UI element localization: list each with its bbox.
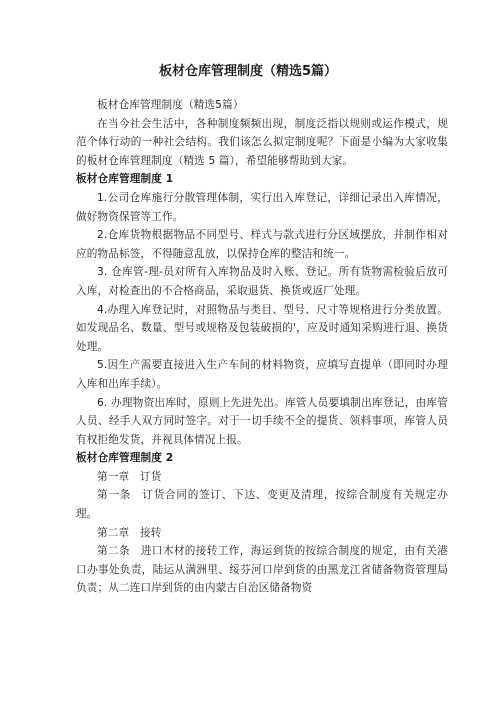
section-1-item: 4.办理入库登记时，对照物品与类目、型号、尺寸等规格进行分类放置。如发现品名、数量、型号或规格及包装破损的'，应及时通知采购进行退、换货处理。 xyxy=(76,303,448,353)
section-1-item: 3. 仓库管-理-员对所有入库物品及时入账、登记。所有货物需检验后放可入库，对检查出的不合格商品，采取退货、换货或返厂处理。 xyxy=(76,266,448,297)
section-1-heading: 板材仓库管理制度 1 xyxy=(76,173,174,186)
section-2-heading: 板材仓库管理制度 2 xyxy=(76,452,174,465)
section-1-item: 5.因生产需要直接进入生产车间的材料物资，应填写直提单（即同时办理入库和出库手续）。 xyxy=(76,359,448,390)
document-title: 板材仓库管理制度（精选5篇） xyxy=(158,64,338,79)
article-paragraph: 第一条 订货合同的签订、下达、变更及清理，按综合制度有关规定办理。 xyxy=(76,489,448,521)
section-1-item: 6. 办理物资出库时，原则上先进先出。库管人员要填制出库登记，由库管人员、经手人双方同时签字。对于一切手续不全的提货、领料事项，库管人员有权拒绝发货，并视具体情况上报。 xyxy=(76,396,448,446)
intro-paragraph: 在当今社会生活中，各种制度频频出现，制度泛指以规则或运作模式，规范个体行动的一种社会结构。我们该怎么拟定制度呢？下面是小编为大家收集的板材仓库管理制度（精选 5 篇），希望能够帮助到大家。 xyxy=(76,117,448,167)
section-1-item: 1.公司仓库施行分散管理体制，实行出入库登记，详细记录出入库情况，做好物资保管等工作。 xyxy=(76,191,448,223)
article-paragraph: 第二条 进口木材的接转工作，海运到货的按综合制度的规定，由有关港口办事处负责，陆运从满洲里、绥芬河口岸到货的由黑龙江省储备物资管理局负责；从二连口岸到货的由内蒙古自治区储备物资 xyxy=(76,545,448,595)
chapter-heading: 第一章 订货 xyxy=(97,470,162,483)
section-1-item: 2.仓库货物根据物品不同型号、样式与款式进行分区域摆放，并制作相对应的物品标签，不得随意乱放，以保持仓库的整洁和统一。 xyxy=(76,229,448,260)
chapter-heading: 第二章 接转 xyxy=(97,526,162,539)
subtitle-paragraph: 板材仓库管理制度（精选5篇） xyxy=(97,99,244,111)
